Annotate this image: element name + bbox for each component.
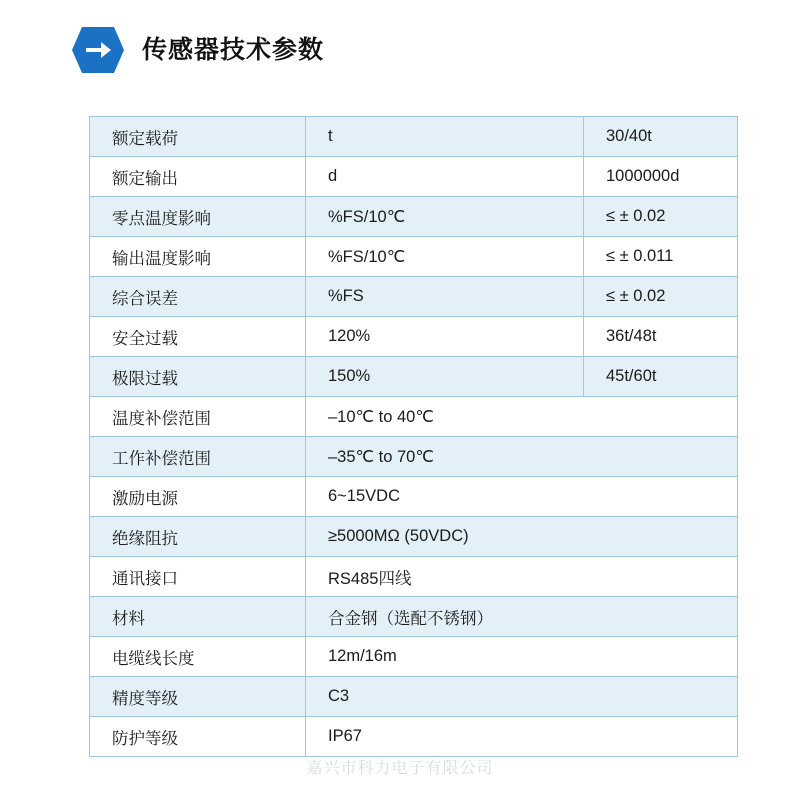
spec-name-cell: 精度等级	[90, 677, 306, 717]
spec-name-cell: 额定载荷	[90, 117, 306, 157]
table-row	[90, 117, 738, 157]
spec-unit-cell: %FS	[306, 277, 584, 317]
table-row	[90, 237, 738, 277]
watermark: 嘉兴市科力电子有限公司	[306, 760, 494, 777]
spec-unit-cell: %FS/10℃	[306, 197, 584, 237]
spec-value-cell: 1000000d	[584, 157, 738, 197]
spec-value-cell: 36t/48t	[584, 317, 738, 357]
spec-unit-cell: 150%	[306, 357, 584, 397]
page-title: 传感器技术参数	[142, 35, 325, 64]
spec-name-cell: 防护等级	[90, 717, 306, 757]
spec-value-cell: ≤ ± 0.02	[584, 277, 738, 317]
table-row	[90, 437, 738, 477]
spec-name-cell: 温度补偿范围	[90, 397, 306, 437]
spec-value-cell: 合金钢（选配不锈钢）	[306, 597, 738, 637]
table-row	[90, 557, 738, 597]
spec-value-cell: RS485四线	[306, 557, 738, 597]
spec-value-cell: –35℃ to 70℃	[306, 437, 738, 477]
arrow-right-badge-icon	[72, 27, 124, 73]
table-row	[90, 397, 738, 437]
table-row	[90, 157, 738, 197]
spec-name-cell: 极限过载	[90, 357, 306, 397]
spec-value-cell: IP67	[306, 717, 738, 757]
table-row	[90, 357, 738, 397]
table-row	[90, 317, 738, 357]
table-row	[90, 637, 738, 677]
spec-value-cell: 45t/60t	[584, 357, 738, 397]
spec-value-cell: C3	[306, 677, 738, 717]
table-row	[90, 677, 738, 717]
spec-name-cell: 安全过载	[90, 317, 306, 357]
spec-unit-cell: d	[306, 157, 584, 197]
spec-name-cell: 额定输出	[90, 157, 306, 197]
spec-unit-cell: t	[306, 117, 584, 157]
spec-name-cell: 工作补偿范围	[90, 437, 306, 477]
spec-name-cell: 电缆线长度	[90, 637, 306, 677]
spec-value-cell: –10℃ to 40℃	[306, 397, 738, 437]
spec-value-cell: ≤ ± 0.011	[584, 237, 738, 277]
spec-table	[89, 116, 738, 757]
page-header	[0, 0, 800, 62]
table-row	[90, 597, 738, 637]
spec-name-cell: 绝缘阻抗	[90, 517, 306, 557]
spec-value-cell: ≥5000MΩ (50VDC)	[306, 517, 738, 557]
spec-unit-cell: 120%	[306, 317, 584, 357]
spec-name-cell: 输出温度影响	[90, 237, 306, 277]
spec-name-cell: 零点温度影响	[90, 197, 306, 237]
spec-unit-cell: %FS/10℃	[306, 237, 584, 277]
spec-name-cell: 综合误差	[90, 277, 306, 317]
table-row	[90, 477, 738, 517]
table-row	[90, 517, 738, 557]
table-row	[90, 277, 738, 317]
spec-name-cell: 通讯接口	[90, 557, 306, 597]
spec-name-cell: 激励电源	[90, 477, 306, 517]
spec-value-cell: ≤ ± 0.02	[584, 197, 738, 237]
spec-table-body	[90, 117, 738, 757]
spec-name-cell: 材料	[90, 597, 306, 637]
spec-table-container	[89, 116, 737, 757]
spec-value-cell: 30/40t	[584, 117, 738, 157]
spec-value-cell: 12m/16m	[306, 637, 738, 677]
table-row	[90, 197, 738, 237]
spec-value-cell: 6~15VDC	[306, 477, 738, 517]
table-row	[90, 717, 738, 757]
